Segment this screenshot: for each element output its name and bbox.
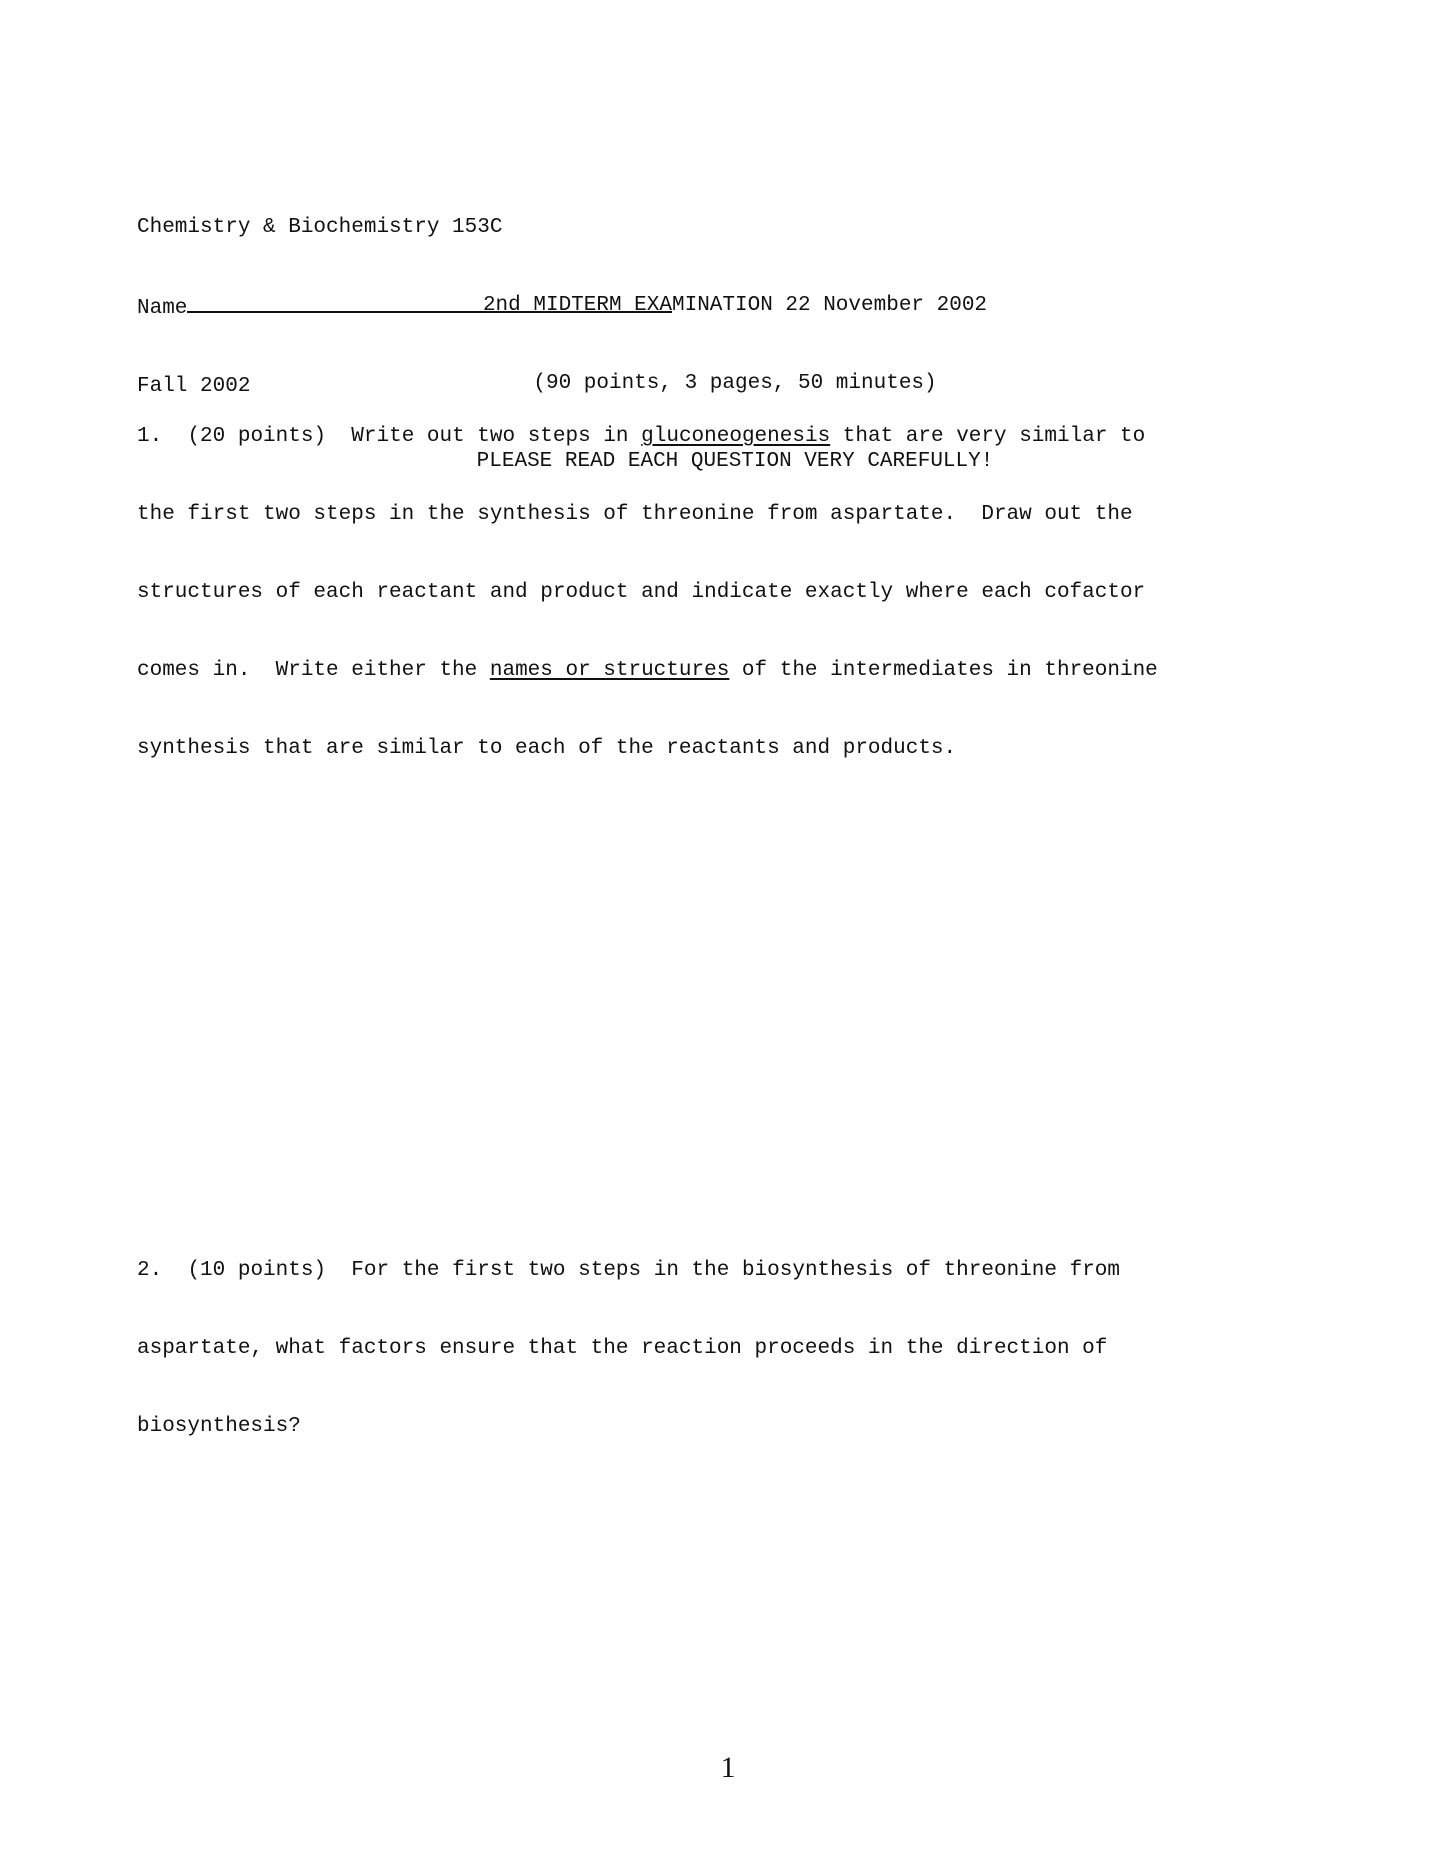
question-2 (137, 1206, 1327, 1492)
question-1-line-3: structures of each reactant and product and indicate exactly where each cofactor (137, 581, 1146, 604)
exam-subtitle: (90 points, 3 pages, 50 minutes) (533, 372, 937, 395)
exam-instruction: PLEASE READ EACH QUESTION VERY CAREFULLY! (476, 450, 994, 473)
question-text: Write out two steps in (351, 425, 642, 448)
question-1-line-2: the first two steps in the synthesis of threonine from aspartate. Draw out the (137, 503, 1133, 526)
question-2-line-2: aspartate, what factors ensure that the reaction proceeds in the direction of (137, 1337, 1108, 1360)
question-2-line-1 (137, 1258, 1327, 1284)
question-points: (20 points) (187, 425, 327, 448)
name-label: Name (137, 297, 188, 320)
question-text: that are very similar to (830, 425, 1146, 448)
question-text: comes in. Write either the (137, 659, 490, 682)
question-number: 1. (137, 425, 163, 448)
page-number: 1 (720, 1751, 736, 1784)
underlined-term: names or structures (489, 659, 730, 682)
question-1-line-5: synthesis that are similar to each of the reactants and products. (137, 737, 957, 760)
question-1-line-1 (137, 424, 1327, 450)
term-label: Fall 2002 (137, 375, 251, 398)
exam-title: 2nd MIDTERM EXAMINATION 22 November 2002 (482, 294, 988, 317)
question-text: For the first two steps in the biosynthesis of threonine from (351, 1259, 1121, 1282)
question-1 (137, 372, 1327, 814)
course-title: Chemistry & Biochemistry 153C (137, 216, 503, 239)
question-text: of the intermediates in threonine (729, 659, 1158, 682)
question-1-line-4 (137, 658, 1327, 684)
underlined-term: gluconeogenesis (641, 425, 831, 448)
question-number: 2. (137, 1259, 163, 1282)
question-points: (10 points) (187, 1259, 327, 1282)
question-2-line-3: biosynthesis? (137, 1415, 301, 1438)
